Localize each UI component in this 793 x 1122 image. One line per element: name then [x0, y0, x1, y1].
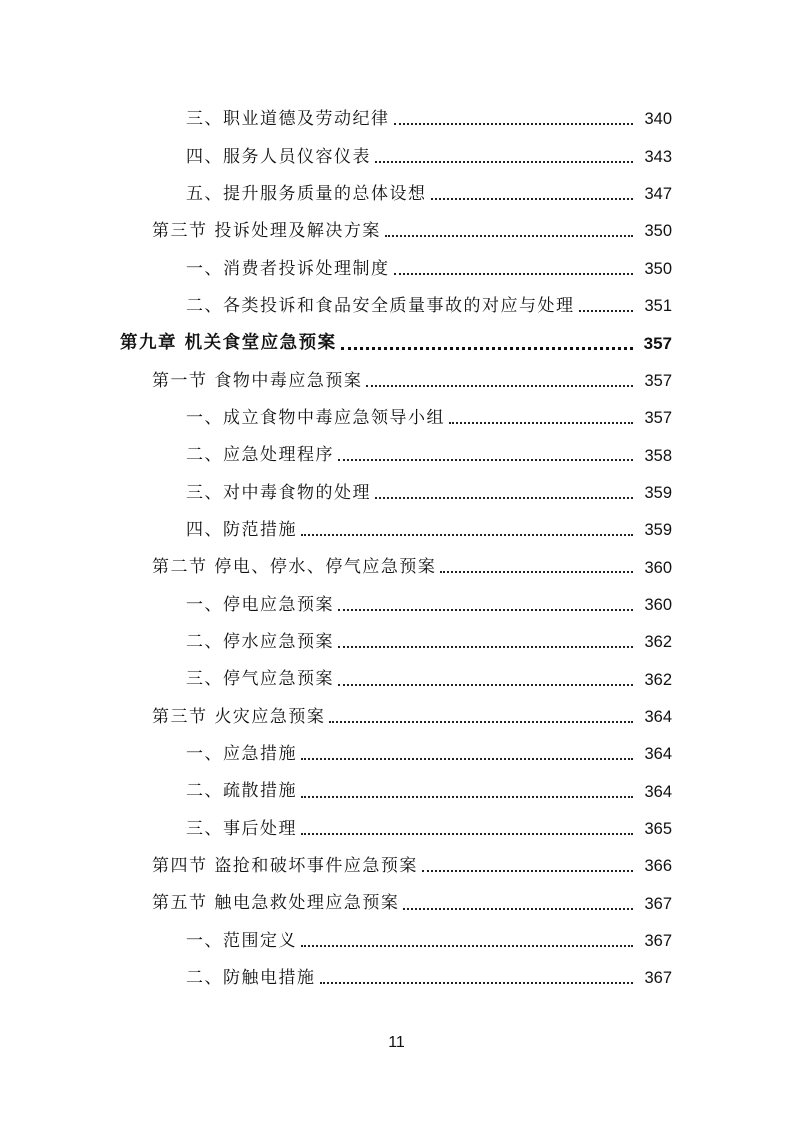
- toc-leader-dots: [403, 907, 633, 910]
- toc-entry-title: 一、停电应急预案: [186, 594, 334, 615]
- table-of-contents: [0, 101, 793, 997]
- toc-section-entry[interactable]: [0, 885, 793, 922]
- toc-entry-page: 343: [644, 147, 672, 166]
- toc-entry-page: 364: [644, 707, 672, 726]
- toc-leader-dots: [338, 645, 633, 648]
- toc-entry-page: 359: [644, 483, 672, 502]
- toc-entry-title: 五、提升服务质量的总体设想: [186, 183, 427, 204]
- toc-entry-page: 364: [644, 745, 672, 764]
- toc-entry-page: 364: [644, 782, 672, 801]
- toc-entry-title: 一、成立食物中毒应急领导小组: [186, 407, 445, 428]
- toc-leader-dots: [320, 981, 634, 984]
- toc-entry[interactable]: [0, 288, 793, 325]
- toc-entry[interactable]: [0, 923, 793, 960]
- toc-entry[interactable]: [0, 736, 793, 773]
- toc-leader-dots: [431, 197, 634, 200]
- toc-section-entry[interactable]: [0, 699, 793, 736]
- toc-entry-page: 357: [644, 409, 672, 428]
- toc-leader-dots: [338, 458, 633, 461]
- toc-leader-dots: [449, 421, 633, 424]
- toc-section-entry[interactable]: [0, 848, 793, 885]
- toc-entry-title: 二、应急处理程序: [186, 445, 334, 466]
- toc-entry-page: 350: [644, 222, 672, 241]
- toc-leader-dots: [579, 309, 634, 312]
- toc-leader-dots: [440, 570, 633, 573]
- toc-leader-dots: [329, 720, 633, 723]
- toc-entry-title: 三、对中毒食物的处理: [186, 482, 371, 503]
- toc-entry[interactable]: [0, 512, 793, 549]
- toc-entry-title: 第二节 停电、停水、停气应急预案: [152, 557, 437, 578]
- toc-leader-dots: [341, 346, 633, 350]
- toc-leader-dots: [385, 234, 633, 237]
- toc-entry[interactable]: [0, 960, 793, 997]
- toc-section-entry[interactable]: [0, 362, 793, 399]
- toc-entry[interactable]: [0, 400, 793, 437]
- toc-entry-page: 351: [644, 297, 672, 316]
- toc-entry-title: 三、停气应急预案: [186, 669, 334, 690]
- toc-entry-title: 二、防触电措施: [186, 968, 316, 989]
- toc-entry-page: 362: [644, 670, 672, 689]
- toc-entry-page: 366: [644, 857, 672, 876]
- toc-entry-title: 一、消费者投诉处理制度: [186, 258, 390, 279]
- toc-entry-title: 三、职业道德及劳动纪律: [186, 109, 390, 130]
- toc-entry[interactable]: [0, 250, 793, 287]
- toc-leader-dots: [375, 160, 633, 163]
- toc-leader-dots: [301, 795, 633, 798]
- toc-entry-title: 第四节 盗抢和破坏事件应急预案: [152, 856, 418, 877]
- toc-entry-page: 367: [644, 894, 672, 913]
- toc-section-entry[interactable]: [0, 549, 793, 586]
- toc-entry-page: 358: [644, 446, 672, 465]
- toc-entry-title: 第三节 投诉处理及解决方案: [152, 221, 381, 242]
- toc-leader-dots: [301, 832, 633, 835]
- toc-entry-title: 二、停水应急预案: [186, 631, 334, 652]
- toc-entry-title: 二、疏散措施: [186, 781, 297, 802]
- toc-leader-dots: [366, 384, 633, 387]
- toc-entry-title: 一、范围定义: [186, 930, 297, 951]
- toc-entry[interactable]: [0, 437, 793, 474]
- toc-entry[interactable]: [0, 773, 793, 810]
- toc-leader-dots: [301, 944, 633, 947]
- toc-entry[interactable]: [0, 101, 793, 138]
- toc-entry-page: 365: [644, 819, 672, 838]
- toc-entry[interactable]: [0, 661, 793, 698]
- toc-entry-page: 340: [644, 110, 672, 129]
- toc-entry[interactable]: [0, 176, 793, 213]
- toc-entry[interactable]: [0, 811, 793, 848]
- toc-entry-page: 367: [644, 931, 672, 950]
- toc-entry-page: 357: [643, 334, 672, 354]
- toc-entry-page: 362: [644, 633, 672, 652]
- toc-entry-title: 第三节 火灾应急预案: [152, 706, 326, 727]
- toc-entry-title: 四、防范措施: [186, 519, 297, 540]
- toc-entry[interactable]: [0, 586, 793, 623]
- toc-leader-dots: [394, 122, 634, 125]
- toc-leader-dots: [301, 757, 633, 760]
- toc-entry[interactable]: [0, 624, 793, 661]
- toc-leader-dots: [301, 533, 633, 536]
- toc-leader-dots: [394, 272, 634, 275]
- toc-entry-title: 第九章 机关食堂应急预案: [120, 332, 337, 353]
- toc-leader-dots: [375, 496, 633, 499]
- toc-entry[interactable]: [0, 138, 793, 175]
- page-number: 11: [388, 1034, 405, 1051]
- toc-entry-page: 359: [644, 521, 672, 540]
- toc-entry-title: 三、事后处理: [186, 818, 297, 839]
- toc-section-entry[interactable]: [0, 213, 793, 250]
- toc-entry-title: 二、各类投诉和食品安全质量事故的对应与处理: [186, 295, 575, 316]
- toc-entry-page: 347: [644, 185, 672, 204]
- toc-entry-page: 367: [644, 969, 672, 988]
- toc-chapter-entry[interactable]: [0, 325, 793, 362]
- toc-leader-dots: [422, 869, 633, 872]
- toc-entry-page: 360: [644, 595, 672, 614]
- toc-leader-dots: [338, 608, 633, 611]
- toc-entry-page: 350: [644, 259, 672, 278]
- toc-entry-page: 360: [644, 558, 672, 577]
- toc-entry-title: 第五节 触电急救处理应急预案: [152, 893, 400, 914]
- toc-entry-title: 一、应急措施: [186, 744, 297, 765]
- toc-entry-page: 357: [644, 371, 672, 390]
- toc-entry-title: 四、服务人员仪容仪表: [186, 146, 371, 167]
- toc-entry[interactable]: [0, 474, 793, 511]
- toc-leader-dots: [338, 683, 633, 686]
- toc-entry-title: 第一节 食物中毒应急预案: [152, 370, 363, 391]
